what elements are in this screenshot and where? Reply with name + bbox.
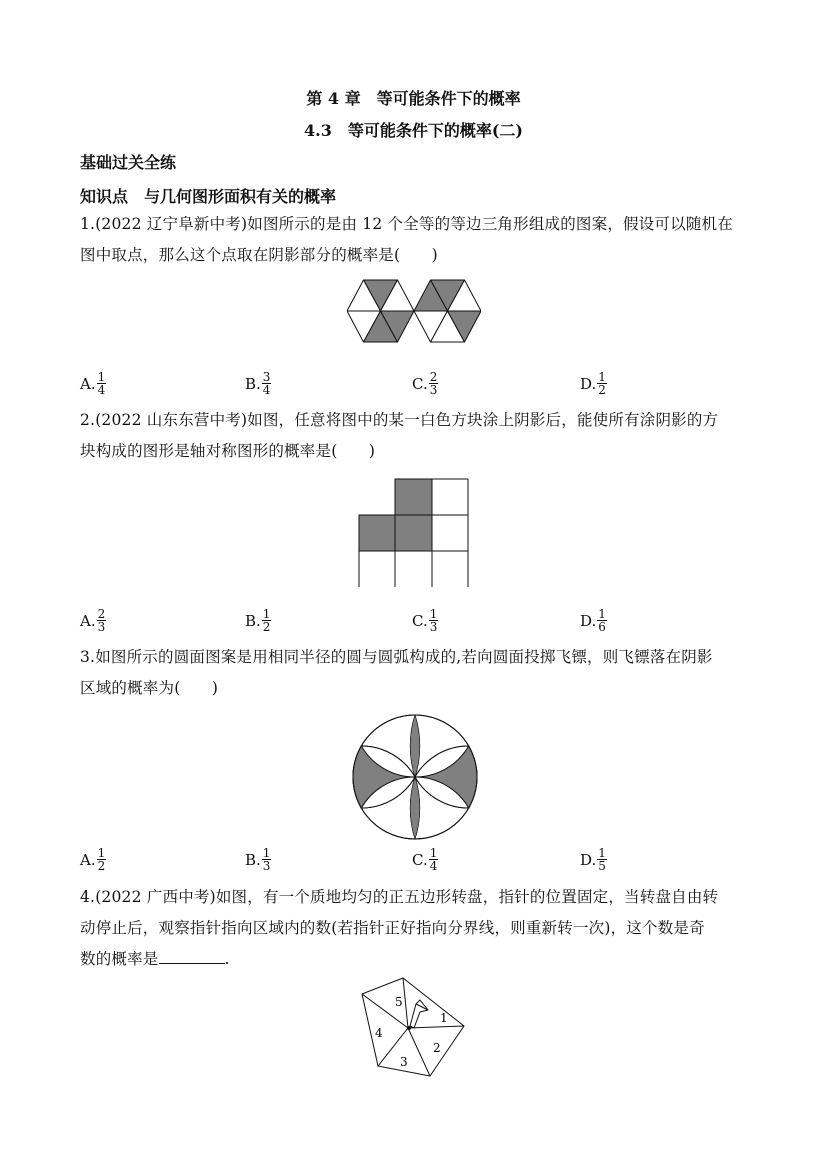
q3-option-d[interactable]: D. $\frac{1}{5}$ (580, 846, 606, 873)
pentagon-spinner-figure (358, 976, 466, 1078)
chapter-title: 第 4 章 等可能条件下的概率 (306, 89, 521, 108)
fraction: $\frac{2}{3}$ (97, 607, 106, 634)
question-1-line1: 1.(2022 辽宁阜新中考)如图所示的是由 12 个全等的等边三角形组成的图案，假设可以随机在 (80, 215, 733, 233)
fraction: $\frac{1}{6}$ (598, 607, 606, 634)
grid-figure (358, 478, 470, 588)
question-4-line2: 动停止后，观察指针指向区域内的数(若指针正好指向分界线，则重新转一次)，这个数是奇 (80, 919, 705, 937)
q1-option-c[interactable]: C. $\frac{2}{3}$ (412, 370, 438, 397)
fraction: $\frac{1}{3}$ (262, 846, 271, 873)
fraction: $\frac{1}{2}$ (97, 846, 106, 873)
part-heading: 基础过关全练 (80, 153, 177, 172)
q3-option-a[interactable]: A. $\frac{1}{2}$ (80, 846, 106, 873)
spinner-label-5: 5 (395, 995, 403, 1009)
q1-option-b[interactable]: B. $\frac{3}{4}$ (245, 370, 271, 397)
q2-option-a[interactable]: A. $\frac{2}{3}$ (80, 607, 106, 634)
fraction: $\frac{2}{3}$ (429, 370, 438, 397)
fraction: $\frac{1}{2}$ (598, 370, 606, 397)
question-2-line2: 块构成的图形是轴对称图形的概率是( ) (80, 442, 376, 460)
q1-option-d[interactable]: D. $\frac{1}{2}$ (580, 370, 606, 397)
spinner-label-3: 3 (400, 1055, 408, 1069)
fraction: $\frac{1}{3}$ (429, 607, 438, 634)
answer-blank[interactable] (159, 949, 225, 964)
question-2 (80, 405, 760, 467)
q2-option-b[interactable]: B. $\frac{1}{2}$ (245, 607, 271, 634)
question-3-line2: 区域的概率为( ) (80, 679, 219, 697)
question-4-line3: 数的概率是 . (80, 950, 230, 968)
spinner-label-1: 1 (440, 1011, 448, 1025)
question-4-line1: 4.(2022 广西中考)如图，有一个质地均匀的正五边形转盘，指针的位置固定，当转盘自由转 (80, 888, 719, 906)
spinner-label-4: 4 (375, 1026, 383, 1040)
topic-heading: 知识点 与几何图形面积有关的概率 (80, 187, 337, 206)
question-1 (80, 209, 760, 271)
question-2-line1: 2.(2022 山东东营中考)如图，任意将图中的某一白色方块涂上阴影后，能使所有涂阴影的方 (80, 411, 719, 429)
q3-option-b[interactable]: B. $\frac{1}{3}$ (245, 846, 271, 873)
fraction: $\frac{1}{4}$ (97, 370, 106, 397)
fraction: $\frac{1}{2}$ (262, 607, 271, 634)
question-4 (80, 882, 760, 975)
question-1-line2: 图中取点，那么这个点取在阴影部分的概率是( ) (80, 246, 438, 264)
spinner-label-2: 2 (433, 1041, 441, 1055)
fraction: $\frac{1}{5}$ (598, 846, 606, 873)
question-3-line1: 3.如图所示的圆面图案是用相同半径的圆与圆弧构成的,若向圆面投掷飞镖，则飞镖落在阴影 (80, 648, 713, 666)
fraction: $\frac{3}{4}$ (262, 370, 271, 397)
section-title: 4.3 等可能条件下的概率(二) (304, 121, 523, 140)
circle-petal-figure (351, 713, 479, 841)
q3-option-c[interactable]: C. $\frac{1}{4}$ (412, 846, 438, 873)
q1-option-a[interactable]: A. $\frac{1}{4}$ (80, 370, 106, 397)
question-3 (80, 642, 760, 704)
q2-option-d[interactable]: D. $\frac{1}{6}$ (580, 607, 606, 634)
fraction: $\frac{1}{4}$ (429, 846, 438, 873)
triangle-pattern-figure (347, 279, 481, 343)
q2-option-c[interactable]: C. $\frac{1}{3}$ (412, 607, 438, 634)
